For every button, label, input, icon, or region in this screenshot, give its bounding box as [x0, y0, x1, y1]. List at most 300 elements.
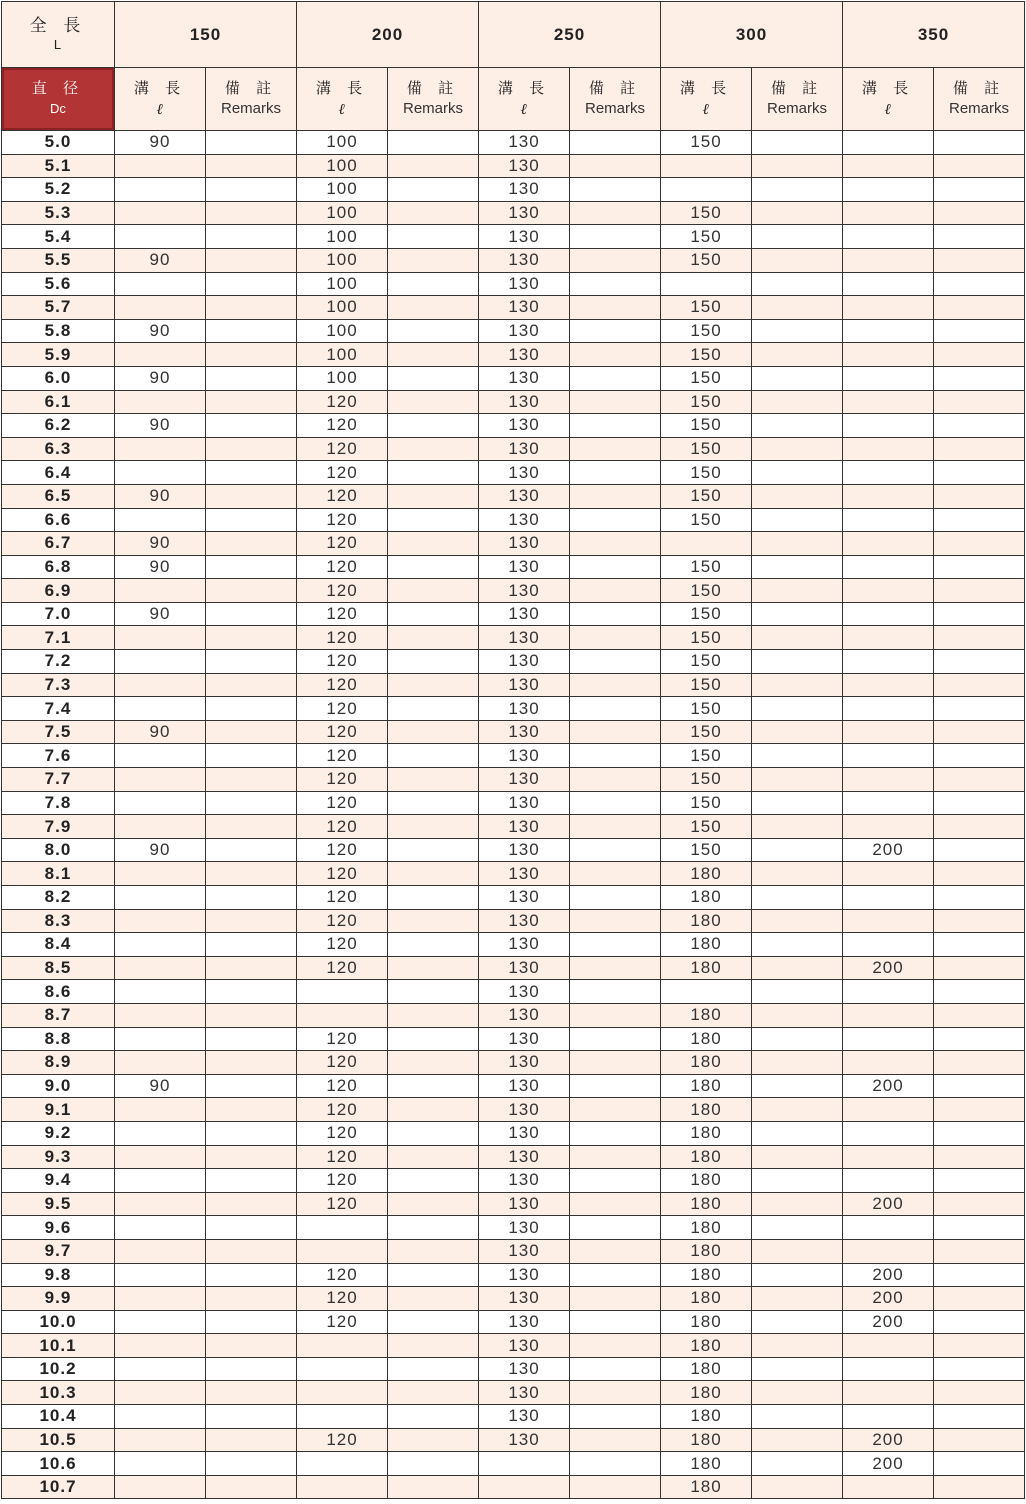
diameter-cell: 9.4 — [2, 1169, 115, 1193]
flute-length-cell — [661, 154, 752, 178]
table-row — [2, 697, 1025, 721]
remarks-cell — [934, 1216, 1025, 1240]
flute-length-cell — [843, 720, 934, 744]
table-row — [2, 1003, 1025, 1027]
remarks-cell — [206, 131, 297, 155]
remarks-cell — [206, 178, 297, 202]
remarks-cell — [206, 555, 297, 579]
remarks-cell — [206, 248, 297, 272]
remarks-cell — [388, 579, 479, 603]
flute-length-cell: 100 — [297, 343, 388, 367]
flute-length-cell: 130 — [479, 579, 570, 603]
flute-length-cell: 120 — [297, 744, 388, 768]
flute-length-cell: 130 — [479, 461, 570, 485]
diameter-cell: 6.4 — [2, 461, 115, 485]
flute-length-cell — [115, 343, 206, 367]
table-row — [2, 791, 1025, 815]
remarks-cell — [934, 178, 1025, 202]
flute-length-cell — [115, 1405, 206, 1429]
table-row — [2, 1098, 1025, 1122]
flute-length-cell — [843, 791, 934, 815]
diameter-cell: 8.2 — [2, 886, 115, 910]
flute-length-cell: 130 — [479, 555, 570, 579]
remarks-cell — [752, 248, 843, 272]
remarks-cell — [934, 980, 1025, 1004]
remarks-cell — [934, 697, 1025, 721]
remarks-cell — [388, 201, 479, 225]
remarks-cell — [570, 1239, 661, 1263]
remarks-cell — [570, 1475, 661, 1499]
remarks-cell — [570, 1192, 661, 1216]
flute-length-cell: 130 — [479, 862, 570, 886]
flute-length-cell — [843, 909, 934, 933]
flute-length-header-200 — [297, 68, 388, 131]
remarks-cell — [570, 319, 661, 343]
flute-length-cell: 130 — [479, 1003, 570, 1027]
flute-length-cell: 100 — [297, 319, 388, 343]
table-row — [2, 673, 1025, 697]
remarks-cell — [388, 154, 479, 178]
remarks-cell — [570, 673, 661, 697]
flute-length-cell — [843, 154, 934, 178]
remarks-cell — [752, 1216, 843, 1240]
remarks-cell — [570, 484, 661, 508]
remarks-header-250 — [570, 68, 661, 131]
diameter-header — [2, 68, 115, 131]
flute-length-cell: 120 — [297, 1051, 388, 1075]
remarks-cell — [206, 461, 297, 485]
flute-length-cell: 130 — [479, 1051, 570, 1075]
flute-length-cell: 150 — [661, 697, 752, 721]
remarks-cell — [934, 1381, 1025, 1405]
remarks-cell — [934, 201, 1025, 225]
flute-length-cell — [297, 1381, 388, 1405]
remarks-cell — [570, 508, 661, 532]
remarks-cell — [206, 1169, 297, 1193]
remarks-jp: 備 註 — [406, 80, 460, 97]
flute-length-cell: 180 — [661, 1051, 752, 1075]
remarks-cell — [934, 343, 1025, 367]
remarks-cell — [570, 1003, 661, 1027]
flute-length-cell: 130 — [479, 1192, 570, 1216]
remarks-cell — [206, 673, 297, 697]
remarks-cell — [752, 555, 843, 579]
remarks-cell — [570, 650, 661, 674]
flute-length-cell: 180 — [661, 956, 752, 980]
flute-length-cell — [843, 131, 934, 155]
diameter-cell: 10.4 — [2, 1405, 115, 1429]
table-row — [2, 1239, 1025, 1263]
diameter-jp: 直 径 — [31, 80, 85, 97]
flute-length-cell — [115, 461, 206, 485]
remarks-cell — [570, 225, 661, 249]
remarks-cell — [752, 626, 843, 650]
remarks-cell — [388, 1074, 479, 1098]
length-350-header: 350 — [843, 2, 1025, 68]
remarks-cell — [206, 956, 297, 980]
diameter-cell: 6.7 — [2, 532, 115, 556]
flute-length-cell — [297, 1475, 388, 1499]
flute-length-cell — [115, 1310, 206, 1334]
remarks-cell — [752, 225, 843, 249]
flute-length-cell: 130 — [479, 1169, 570, 1193]
flute-length-cell — [115, 1381, 206, 1405]
length-150-header: 150 — [115, 2, 297, 68]
table-row — [2, 1169, 1025, 1193]
flute-length-cell — [297, 1216, 388, 1240]
diameter-cell: 5.4 — [2, 225, 115, 249]
diameter-cell: 10.5 — [2, 1428, 115, 1452]
diameter-cell: 10.6 — [2, 1452, 115, 1476]
flute-length-cell — [843, 1334, 934, 1358]
remarks-cell — [570, 1405, 661, 1429]
flute-length-cell — [115, 508, 206, 532]
remarks-cell — [934, 225, 1025, 249]
remarks-cell — [388, 744, 479, 768]
remarks-cell — [752, 1310, 843, 1334]
remarks-cell — [934, 886, 1025, 910]
remarks-cell — [206, 1027, 297, 1051]
remarks-cell — [752, 956, 843, 980]
remarks-cell — [570, 909, 661, 933]
remarks-cell — [752, 1452, 843, 1476]
flute-length-cell: 100 — [297, 131, 388, 155]
remarks-cell — [206, 1216, 297, 1240]
flute-length-cell: 150 — [661, 579, 752, 603]
remarks-cell — [570, 1098, 661, 1122]
remarks-cell — [388, 1405, 479, 1429]
flute-length-cell: 180 — [661, 1452, 752, 1476]
flute-length-cell: 130 — [479, 154, 570, 178]
remarks-cell — [752, 791, 843, 815]
remarks-cell — [206, 225, 297, 249]
remarks-cell — [206, 626, 297, 650]
remarks-cell — [752, 319, 843, 343]
remarks-cell — [752, 508, 843, 532]
remarks-cell — [206, 1381, 297, 1405]
remarks-cell — [388, 437, 479, 461]
remarks-cell — [570, 626, 661, 650]
diameter-cell: 9.2 — [2, 1121, 115, 1145]
flute-length-cell — [843, 886, 934, 910]
remarks-cell — [570, 720, 661, 744]
flute-length-cell: 180 — [661, 1074, 752, 1098]
flute-length-cell — [843, 437, 934, 461]
remarks-cell — [752, 1074, 843, 1098]
remarks-cell — [388, 697, 479, 721]
remarks-jp: 備 註 — [224, 80, 278, 97]
flute-length-cell: 200 — [843, 1310, 934, 1334]
flute-length-cell: 120 — [297, 768, 388, 792]
flute-length-cell: 120 — [297, 1310, 388, 1334]
remarks-cell — [388, 1169, 479, 1193]
flute-length-cell: 120 — [297, 484, 388, 508]
remarks-cell — [206, 815, 297, 839]
remarks-cell — [752, 909, 843, 933]
flute-length-cell: 120 — [297, 720, 388, 744]
remarks-cell — [934, 131, 1025, 155]
flute-length-cell: 150 — [661, 508, 752, 532]
flute-length-cell: 180 — [661, 1027, 752, 1051]
flute-length-cell: 200 — [843, 838, 934, 862]
flute-length-cell — [297, 1003, 388, 1027]
flute-length-cell: 120 — [297, 791, 388, 815]
flute-length-cell — [661, 178, 752, 202]
flute-length-header-300 — [661, 68, 752, 131]
flute-length-cell: 130 — [479, 1074, 570, 1098]
remarks-cell — [934, 1357, 1025, 1381]
flute-length-cell: 130 — [479, 768, 570, 792]
flute-length-cell — [843, 673, 934, 697]
flute-length-cell: 200 — [843, 1452, 934, 1476]
flute-length-cell: 90 — [115, 838, 206, 862]
remarks-cell — [934, 838, 1025, 862]
flute-length-cell — [843, 1098, 934, 1122]
flute-length-cell: 200 — [843, 1074, 934, 1098]
flute-length-cell — [115, 886, 206, 910]
remarks-cell — [934, 461, 1025, 485]
remarks-cell — [934, 1334, 1025, 1358]
flute-length-cell — [115, 178, 206, 202]
flute-length-cell: 90 — [115, 131, 206, 155]
remarks-cell — [752, 1405, 843, 1429]
remarks-cell — [206, 1239, 297, 1263]
remarks-cell — [752, 1381, 843, 1405]
remarks-cell — [752, 178, 843, 202]
remarks-cell — [388, 791, 479, 815]
flute-length-cell — [115, 296, 206, 320]
flute-length-cell: 130 — [479, 508, 570, 532]
flute-length-cell — [843, 1169, 934, 1193]
table-row — [2, 626, 1025, 650]
flute-length-cell: 90 — [115, 319, 206, 343]
remarks-header-200 — [388, 68, 479, 131]
flute-length-cell: 100 — [297, 225, 388, 249]
flute-length-cell: 180 — [661, 1216, 752, 1240]
remarks-cell — [206, 650, 297, 674]
flute-length-cell — [843, 484, 934, 508]
flute-length-cell: 180 — [661, 1357, 752, 1381]
remarks-cell — [388, 1051, 479, 1075]
flute-length-cell — [843, 1475, 934, 1499]
remarks-cell — [934, 272, 1025, 296]
remarks-cell — [752, 720, 843, 744]
table-row — [2, 1405, 1025, 1429]
table-row — [2, 225, 1025, 249]
flute-length-cell — [843, 272, 934, 296]
diameter-cell: 9.5 — [2, 1192, 115, 1216]
table-row — [2, 1287, 1025, 1311]
remarks-cell — [570, 1287, 661, 1311]
remarks-cell — [934, 484, 1025, 508]
remarks-en: Remarks — [220, 100, 281, 117]
flute-length-cell — [115, 1169, 206, 1193]
remarks-cell — [388, 390, 479, 414]
table-row — [2, 1074, 1025, 1098]
remarks-cell — [752, 697, 843, 721]
diameter-cell: 6.5 — [2, 484, 115, 508]
remarks-cell — [388, 1357, 479, 1381]
remarks-cell — [388, 131, 479, 155]
diameter-cell: 7.4 — [2, 697, 115, 721]
flute-length-cell: 130 — [479, 225, 570, 249]
remarks-cell — [570, 791, 661, 815]
flute-length-cell — [843, 1121, 934, 1145]
flute-length-cell — [115, 1216, 206, 1240]
flute-length-cell: 150 — [661, 768, 752, 792]
flute-length-cell: 120 — [297, 532, 388, 556]
flute-length-cell: 130 — [479, 791, 570, 815]
remarks-cell — [570, 1121, 661, 1145]
flute-length-cell — [661, 980, 752, 1004]
table-row — [2, 602, 1025, 626]
flute-length-cell: 90 — [115, 414, 206, 438]
flute-length-cell: 180 — [661, 1310, 752, 1334]
remarks-cell — [206, 484, 297, 508]
flute-length-cell: 180 — [661, 1381, 752, 1405]
remarks-cell — [934, 909, 1025, 933]
flute-length-cell: 150 — [661, 673, 752, 697]
flute-length-cell — [843, 1051, 934, 1075]
table-row — [2, 1310, 1025, 1334]
flute-length-cell — [115, 154, 206, 178]
flute-length-cell: 120 — [297, 1027, 388, 1051]
remarks-cell — [752, 201, 843, 225]
flute-length-jp: 溝 長 — [861, 80, 915, 97]
remarks-cell — [570, 1169, 661, 1193]
flute-length-cell: 150 — [661, 461, 752, 485]
remarks-cell — [570, 886, 661, 910]
flute-length-cell: 130 — [479, 1216, 570, 1240]
remarks-cell — [934, 626, 1025, 650]
remarks-cell — [934, 1027, 1025, 1051]
flute-length-cell — [843, 178, 934, 202]
flute-length-cell: 120 — [297, 508, 388, 532]
remarks-cell — [206, 1098, 297, 1122]
flute-length-cell: 180 — [661, 909, 752, 933]
remarks-cell — [570, 862, 661, 886]
flute-length-cell — [115, 1192, 206, 1216]
diameter-cell: 9.1 — [2, 1098, 115, 1122]
diameter-cell: 8.3 — [2, 909, 115, 933]
remarks-cell — [934, 319, 1025, 343]
remarks-cell — [752, 1287, 843, 1311]
remarks-cell — [388, 650, 479, 674]
table-row — [2, 862, 1025, 886]
remarks-cell — [752, 131, 843, 155]
flute-length-cell: 200 — [843, 1287, 934, 1311]
remarks-cell — [206, 886, 297, 910]
remarks-cell — [934, 1051, 1025, 1075]
remarks-cell — [570, 296, 661, 320]
flute-length-cell: 120 — [297, 1145, 388, 1169]
flute-length-cell: 90 — [115, 602, 206, 626]
remarks-cell — [752, 1027, 843, 1051]
diameter-cell: 6.8 — [2, 555, 115, 579]
diameter-cell: 5.0 — [2, 131, 115, 155]
remarks-cell — [934, 437, 1025, 461]
flute-length-cell — [297, 1357, 388, 1381]
flute-length-cell: 130 — [479, 414, 570, 438]
remarks-cell — [570, 1263, 661, 1287]
flute-length-cell: 100 — [297, 201, 388, 225]
remarks-cell — [570, 178, 661, 202]
remarks-cell — [752, 768, 843, 792]
flute-length-cell — [115, 933, 206, 957]
flute-length-cell — [115, 1027, 206, 1051]
flute-length-cell — [843, 1405, 934, 1429]
diameter-cell: 5.3 — [2, 201, 115, 225]
flute-length-cell — [115, 673, 206, 697]
flute-length-cell: 90 — [115, 484, 206, 508]
flute-length-cell — [115, 1334, 206, 1358]
remarks-cell — [206, 1310, 297, 1334]
remarks-cell — [570, 579, 661, 603]
table-row — [2, 1145, 1025, 1169]
flute-length-cell — [115, 626, 206, 650]
flute-length-cell: 180 — [661, 1192, 752, 1216]
flute-length-cell: 120 — [297, 1098, 388, 1122]
remarks-cell — [570, 1428, 661, 1452]
sub-header-row — [2, 68, 1025, 131]
remarks-cell — [934, 1287, 1025, 1311]
remarks-header-300 — [752, 68, 843, 131]
flute-length-cell — [843, 532, 934, 556]
remarks-cell — [934, 579, 1025, 603]
diameter-cell: 8.7 — [2, 1003, 115, 1027]
flute-length-cell — [843, 366, 934, 390]
remarks-cell — [934, 154, 1025, 178]
flute-length-cell: 120 — [297, 1169, 388, 1193]
remarks-cell — [388, 296, 479, 320]
remarks-cell — [570, 697, 661, 721]
flute-length-cell: 130 — [479, 744, 570, 768]
flute-length-cell: 180 — [661, 1003, 752, 1027]
flute-length-cell — [843, 201, 934, 225]
flute-length-cell: 200 — [843, 1263, 934, 1287]
remarks-cell — [752, 272, 843, 296]
flute-length-cell: 130 — [479, 886, 570, 910]
remarks-cell — [752, 1192, 843, 1216]
table-row — [2, 933, 1025, 957]
remarks-cell — [752, 886, 843, 910]
flute-length-cell: 150 — [661, 791, 752, 815]
flute-length-cell — [843, 248, 934, 272]
remarks-cell — [570, 1357, 661, 1381]
diameter-cell: 5.8 — [2, 319, 115, 343]
table-row — [2, 838, 1025, 862]
table-row — [2, 1334, 1025, 1358]
remarks-cell — [934, 414, 1025, 438]
remarks-cell — [388, 272, 479, 296]
flute-length-cell: 180 — [661, 1287, 752, 1311]
remarks-cell — [570, 437, 661, 461]
flute-length-cell: 130 — [479, 272, 570, 296]
flute-length-cell: 120 — [297, 909, 388, 933]
remarks-cell — [752, 744, 843, 768]
flute-length-cell: 100 — [297, 154, 388, 178]
flute-length-cell: 180 — [661, 862, 752, 886]
flute-length-cell — [843, 461, 934, 485]
flute-length-cell — [661, 532, 752, 556]
table-row — [2, 178, 1025, 202]
table-row — [2, 744, 1025, 768]
flute-length-cell: 130 — [479, 933, 570, 957]
remarks-cell — [934, 791, 1025, 815]
remarks-cell — [752, 602, 843, 626]
remarks-cell — [388, 248, 479, 272]
flute-length-cell: 130 — [479, 1405, 570, 1429]
